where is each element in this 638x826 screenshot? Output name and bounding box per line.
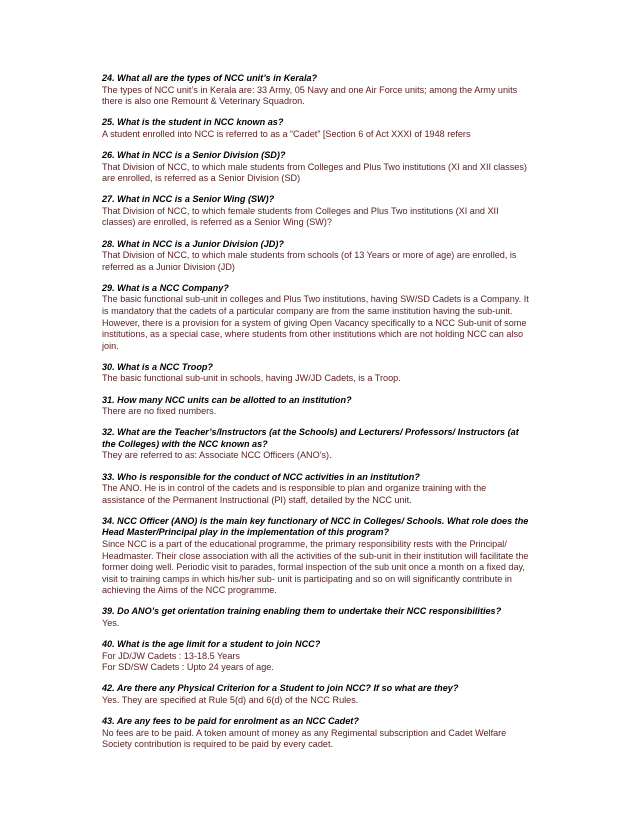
answer-line: Since NCC is a part of the educational programme, the primary responsibility rests with the Principal/ Headmaster. Their close association with all the activities of the sub-unit in their institution will facilitate the former doing well. Periodic visit to parades, formal inspection of the sub unit once a month on a fixed day, visit to training camps in which his/her sub- unit is participating and so on will significantly contribute in achieving the Aims of the NCC programme. <box>102 539 529 596</box>
question-text: 40. What is the age limit for a student to join NCC? <box>102 639 321 650</box>
answer-line: For JD/JW Cadets : 13-18.5 Years <box>102 650 240 661</box>
answer-text <box>102 373 530 385</box>
qa-item <box>102 716 530 751</box>
answer-line: The types of NCC unit’s in Kerala are: 33 Army, 05 Navy and one Air Force units; among the Army units there is also one Remount & Veterinary Squadron. <box>102 84 518 107</box>
answer-line: Yes. <box>102 618 120 629</box>
answer-text <box>102 129 530 141</box>
qa-item <box>102 73 530 108</box>
qa-item <box>102 472 530 507</box>
question-text: 25. What is the student in NCC known as? <box>102 117 284 128</box>
qa-item <box>102 283 530 353</box>
question-text: 26. What in NCC is a Senior Division (SD)? <box>102 149 286 160</box>
qa-item <box>102 606 530 629</box>
answer-line: There are no fixed numbers. <box>102 406 217 417</box>
question-text: 24. What all are the types of NCC unit’s in Kerala? <box>102 73 318 83</box>
question-text: 30. What is a NCC Troop? <box>102 361 213 372</box>
answer-text <box>102 695 530 707</box>
answer-text <box>102 294 530 352</box>
answer-line: That Division of NCC, to which female students from Colleges and Plus Two institutions (XI and XII classes) are enrolled, is referred as a Senior Wing (SW)? <box>102 205 499 228</box>
answer-text <box>102 618 530 630</box>
answer-text <box>102 406 530 418</box>
qa-item <box>102 239 530 274</box>
question-text: 34. NCC Officer (ANO) is the main key functionary of NCC in Colleges/ Schools. What role does the Head Master/Principal play in the implementation of this program? <box>102 515 529 538</box>
answer-text <box>102 450 530 462</box>
question-text: 42. Are there any Physical Criterion for a Student to join NCC? If so what are they? <box>102 683 459 694</box>
qa-item <box>102 639 530 674</box>
qa-item <box>102 395 530 418</box>
question-text: 29. What is a NCC Company? <box>102 282 229 293</box>
qa-item <box>102 117 530 140</box>
question-text: 28. What in NCC is a Junior Division (JD)? <box>102 238 284 249</box>
answer-line: The basic functional sub-unit in schools, having JW/JD Cadets, is a Troop. <box>102 373 401 384</box>
answer-text <box>102 250 530 273</box>
answer-line: That Division of NCC, to which male students from Colleges and Plus Two institutions (XI and XII classes) are enrolled, is referred as a Senior Division (SD) <box>102 161 527 184</box>
answer-text <box>102 728 530 751</box>
qa-item <box>102 516 530 597</box>
answer-line: Yes. They are specified at Rule 5(d) and 6(d) of the NCC Rules. <box>102 695 359 706</box>
answer-text <box>102 206 530 229</box>
qa-item <box>102 427 530 462</box>
qa-item <box>102 150 530 185</box>
answer-text <box>102 162 530 185</box>
question-text: 27. What in NCC is a Senior Wing (SW)? <box>102 194 275 205</box>
answer-text <box>102 539 530 597</box>
question-text: 32. What are the Teacher’s/Instructors (at the Schools) and Lecturers/ Professors/ Instructors (at the Colleges) with the NCC known as? <box>102 427 519 449</box>
question-text: 43. Are any fees to be paid for enrolment as an NCC Cadet? <box>102 716 359 727</box>
answer-line: The basic functional sub-unit in colleges and Plus Two institutions, having SW/SD Cadets is a Company. It is mandatory that the cadets of a particular company are from the same institution having the sub-unit. However, there is a provision for a system of giving Open Vacancy specifically to a NCC Sub-unit of some institutions, as a special case, where students from other institutions which are not holding NCC can also join. <box>102 294 529 351</box>
qa-item <box>102 683 530 706</box>
answer-line: For SD/SW Cadets : Upto 24 years of age. <box>102 662 274 673</box>
question-text: 31. How many NCC units can be allotted to an institution? <box>102 394 352 405</box>
question-text: 33. Who is responsible for the conduct of NCC activities in an institution? <box>102 471 420 482</box>
qa-item <box>102 362 530 385</box>
question-text: 39. Do ANO’s get orientation training enabling them to undertake their NCC responsibilities? <box>102 606 502 617</box>
answer-text <box>102 85 530 108</box>
document-page <box>102 73 530 760</box>
answer-line: A student enrolled into NCC is referred to as a “Cadet” [Section 6 of Act XXXI of 1948 refers <box>102 128 471 139</box>
answer-line: They are referred to as: Associate NCC Officers (ANO’s). <box>102 450 332 461</box>
answer-line: That Division of NCC, to which male students from schools (of 13 Years or more of age) are enrolled, is referred as a Junior Division (JD) <box>102 250 517 272</box>
answer-line: The ANO. He is in control of the cadets and is responsible to plan and organize training with the assistance of the Permanent Instructional (PI) staff, detailed by the NCC unit. <box>102 483 487 505</box>
answer-text <box>102 483 530 506</box>
answer-text <box>102 651 530 674</box>
answer-line: No fees are to be paid. A token amount of money as any Regimental subscription and Cadet Welfare Society contribution is required to be paid by every cadet. <box>102 727 507 750</box>
qa-item <box>102 194 530 229</box>
